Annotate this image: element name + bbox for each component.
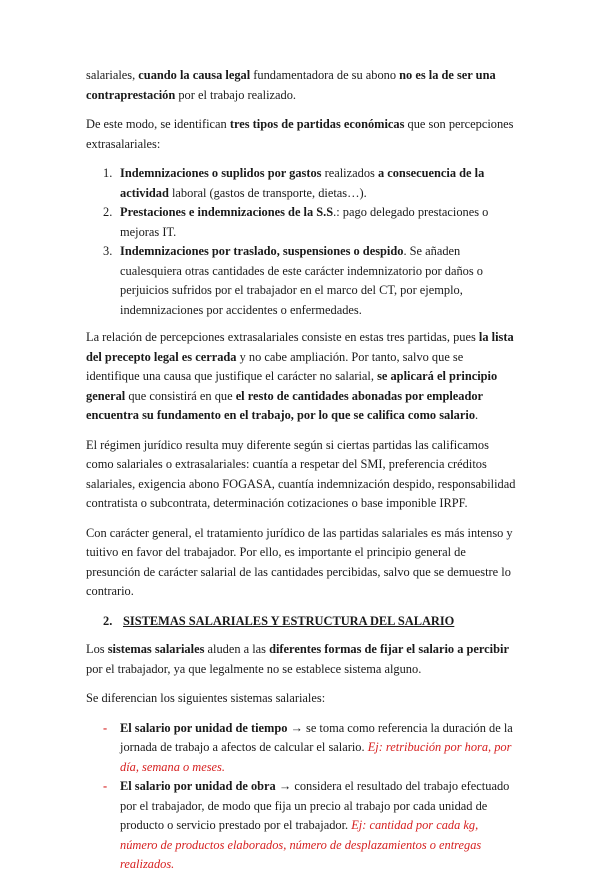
bold-run: Indemnizaciones por traslado, suspensiones o despido xyxy=(120,244,404,258)
bold-run: el resto de cantidades abonadas por empleador encuentra su fundamento en el trabajo, por lo que se califica como salario xyxy=(86,388,483,422)
list-number: 3. xyxy=(103,244,113,258)
text-run: La relación de percepciones extrasalariales consiste en estas tres partidas, pues xyxy=(86,330,479,344)
text-run: salariales, xyxy=(86,68,139,82)
text-run: laboral (gastos de transporte, dietas…). xyxy=(168,185,367,200)
bold-run: no es la de ser una contraprestación xyxy=(86,68,496,102)
bold-run: Prestaciones e indemnizaciones de la S.S xyxy=(120,205,334,219)
text-run: De este modo, se identifican xyxy=(86,117,230,131)
text-run: → se toma como referencia la duración de la jornada de trabajo a afectos de calcular el salario. xyxy=(120,720,513,754)
bold-run: tres tipos de partidas económicas xyxy=(229,117,405,131)
list-item xyxy=(86,164,516,203)
example-text: Ej: retribución por hora, por día, semana o meses. xyxy=(120,740,512,774)
text-run: . Se añaden cualesquiera otras cantidades de este carácter indemnizatorio por daños o perjuicios sufridos por el trabajador en el marco del CT, por ejemplo, indemnizaciones por accidentes o enfermedades. xyxy=(120,244,483,317)
text-run: y no cabe ampliación. Por tanto, salvo que se identifique una causa que justifique el carácter no salarial, xyxy=(86,349,464,383)
bold-run: sistemas salariales xyxy=(107,642,205,656)
text-run: Los xyxy=(86,642,108,656)
bold-run: Indemnizaciones o suplidos por gastos xyxy=(120,166,322,180)
text-run: que son percepciones extrasalariales: xyxy=(86,117,514,151)
list-item xyxy=(86,719,516,778)
paragraph-regimen-juridico: El régimen jurídico resulta muy diferente según si ciertas partidas las calificamos como salariales o extrasalariales: cuantía a respetar del SMI, preferencia créditos salariales, exigencia abono FOGASA, cuantía indemnización despido, responsabilidad contratista o subcontrata, determinación cotizaciones o base imponible IRPF. xyxy=(86,437,516,510)
paragraph-se-diferencian: Se diferencian los siguientes sistemas salariales: xyxy=(86,691,326,705)
text-run: por el trabajo realizado. xyxy=(175,87,296,102)
bold-run: El salario por unidad de obra xyxy=(120,779,276,793)
dash-list xyxy=(86,719,516,875)
list-item xyxy=(86,242,516,320)
dash-bullet: - xyxy=(103,720,108,735)
paragraph-tipos-partidas xyxy=(86,115,516,154)
list-item xyxy=(86,203,516,242)
bold-run: se aplicará el principio general xyxy=(86,369,498,403)
heading-number: 2. xyxy=(103,613,113,628)
paragraph-lista-cerrada xyxy=(86,328,516,426)
list-number: 2. xyxy=(103,205,113,219)
paragraph-caracter-general: Con carácter general, el tratamiento jurídico de las partidas salariales es más intenso y tuitivo en favor del trabajador. Por ello, es importante el principio general de presunción de carácter salarial de las cantidades percibidas, salvo que se demuestre lo contrario. xyxy=(86,525,513,598)
heading-text: SISTEMAS SALARIALES Y ESTRUCTURA DEL SALARIO xyxy=(123,613,455,628)
bold-run: a consecuencia de la actividad xyxy=(120,166,485,200)
text-run: .: pago delegado prestaciones o mejoras IT. xyxy=(120,205,489,239)
text-run: aluden a las xyxy=(204,642,270,656)
bold-run: la lista del precepto legal es cerrada xyxy=(86,330,514,364)
text-run: que consistirá en que xyxy=(125,388,236,403)
text-run: fundamentadora de su abono xyxy=(250,68,400,82)
paragraph-sistemas-salariales xyxy=(86,640,516,679)
dash-bullet: - xyxy=(103,779,108,793)
numbered-list xyxy=(86,164,516,320)
paragraph-causa-legal xyxy=(86,66,516,105)
bold-run: diferentes formas de fijar el salario a percibir xyxy=(269,642,509,656)
text-run: realizados xyxy=(321,166,378,180)
section-heading xyxy=(86,612,516,632)
document-page xyxy=(86,66,516,875)
bold-run: El salario por unidad de tiempo xyxy=(120,720,288,735)
text-run: . xyxy=(475,408,479,422)
example-text: Ej: cantidad por cada kg, número de productos elaborados, número de desplazamientos o entregas realizados. xyxy=(120,818,482,871)
list-item xyxy=(86,777,516,875)
text-run: por el trabajador, ya que legalmente no se establece sistema alguno. xyxy=(86,661,422,676)
bold-run: cuando la causa legal xyxy=(138,68,251,82)
text-run: → considera el resultado del trabajo efectuado por el trabajador, de modo que fija un precio al trabajo por cada unidad de producto o servicio prestado por el trabajador. xyxy=(120,779,510,832)
list-number: 1. xyxy=(103,166,113,180)
